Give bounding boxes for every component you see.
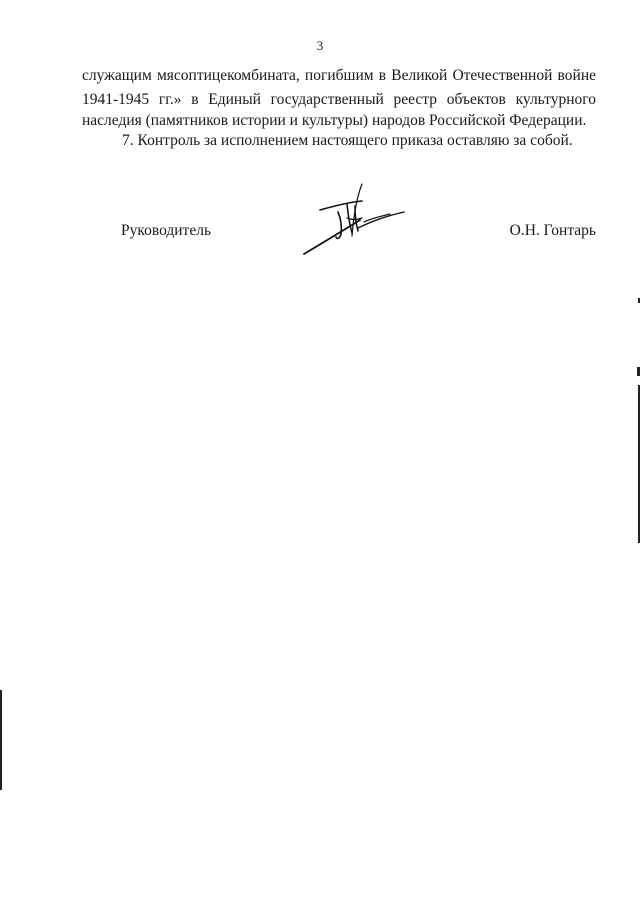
signatory-name: О.Н. Гонтарь <box>509 222 596 239</box>
scan-edge-mark-left <box>0 690 2 790</box>
handwritten-signature <box>300 176 410 258</box>
paragraph-line-2: 1941-1945 гг.» в Единый государственный реестр объектов культурного <box>82 91 596 108</box>
page-number: 3 <box>316 38 324 53</box>
paragraph-line-1: служащим мясоптицекомбината, погибшим в Великой Отечественной войне <box>82 67 596 84</box>
item-7-text: 7. Контроль за исполнением настоящего приказа оставляю за собой. <box>122 132 573 149</box>
paragraph-line-3: наследия (памятников истории и культуры) народов Российской Федерации. <box>82 112 587 129</box>
signatory-role: Руководитель <box>121 222 212 239</box>
